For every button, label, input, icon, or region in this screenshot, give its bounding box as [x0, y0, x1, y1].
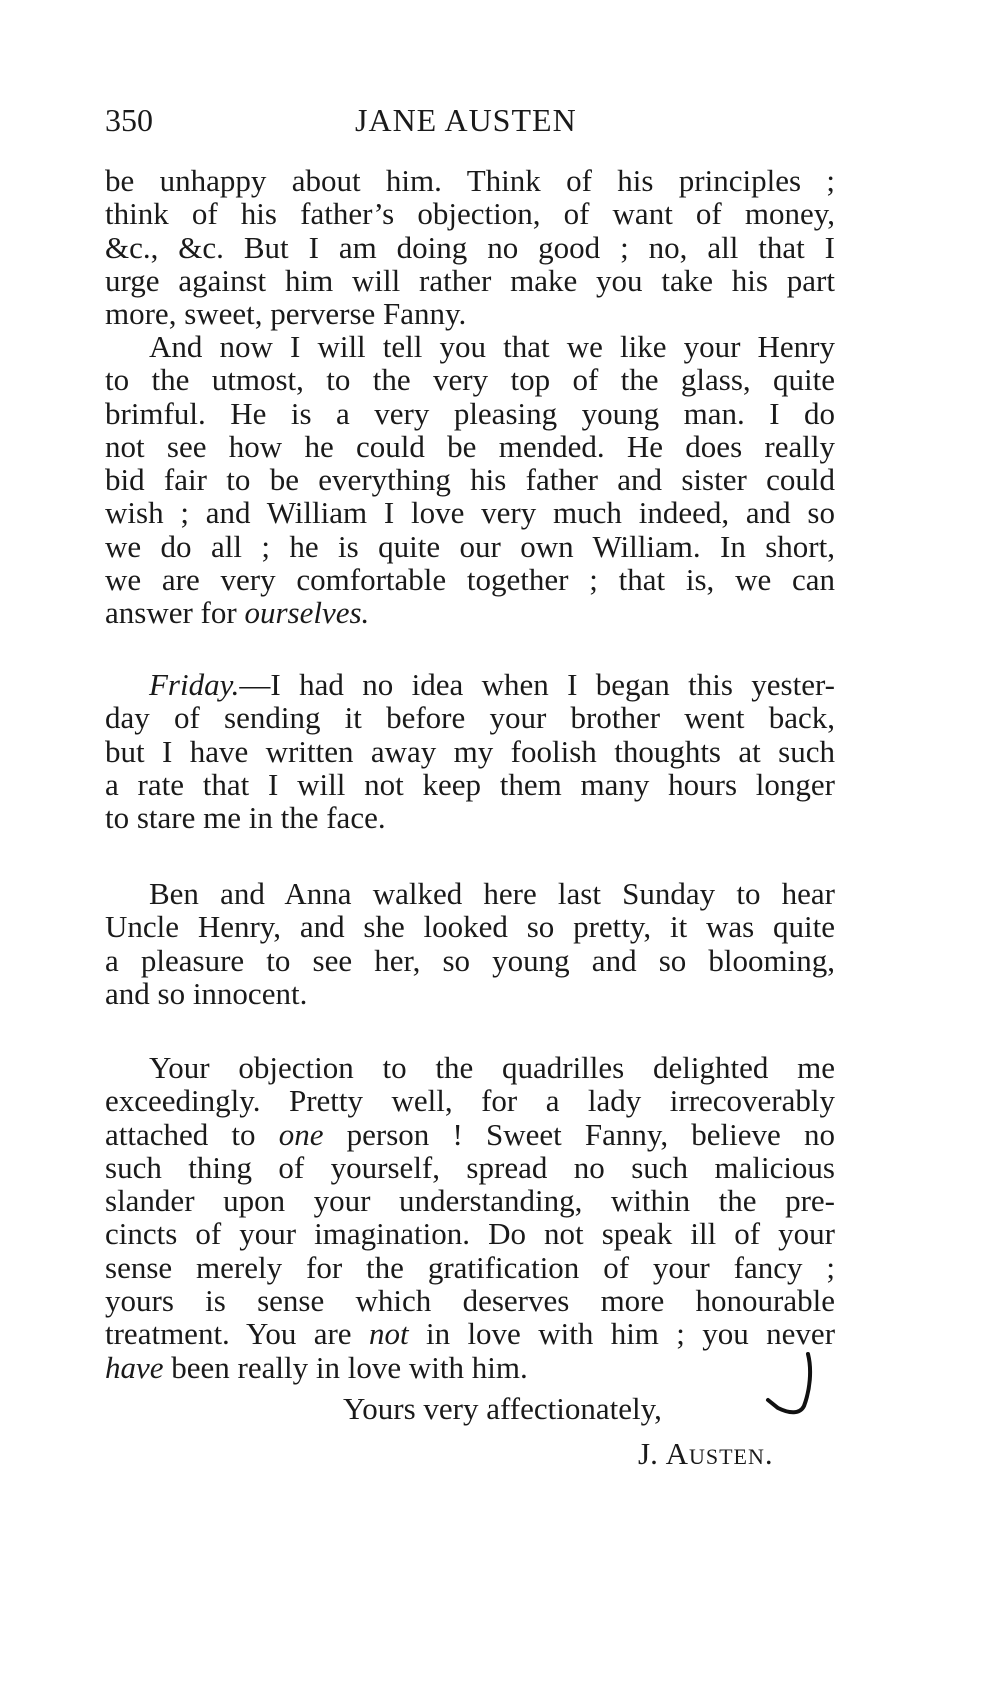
text-line: yours is sense which deserves more honourable: [105, 1283, 835, 1319]
paragraph-4: [105, 877, 835, 1010]
text-run: in love with him ; you never: [425, 1316, 836, 1352]
text-line: bid fair to be everything his father and sister could: [105, 462, 835, 498]
text-run: —I had no idea when I began this yester-: [239, 667, 835, 702]
text-line: Your objection to the quadrilles delighted me: [149, 1050, 835, 1085]
text-line: more, sweet, perverse Fanny.: [105, 296, 467, 332]
text-run: treatment. You are: [105, 1316, 352, 1352]
closing-salutation: Yours very affectionately,: [343, 1391, 662, 1426]
text-line: and so innocent.: [105, 975, 308, 1011]
page-number: 350: [105, 102, 153, 138]
paragraph-5: [105, 1051, 835, 1384]
italic-word: Friday.: [149, 667, 240, 702]
text-line: And now I will tell you that we like your Henry: [149, 329, 835, 364]
text-line: we are very comfortable together ; that is, we can: [105, 562, 835, 598]
text-line: cincts of your imagination. Do not speak ill of your: [105, 1216, 835, 1252]
text-run: been really in love with him.: [171, 1349, 528, 1385]
paragraph-2: [105, 330, 835, 630]
text-line: [105, 668, 835, 701]
signature-initial: J.: [638, 1436, 658, 1471]
text-line: [105, 596, 835, 629]
text-line: [105, 1351, 835, 1384]
italic-word: not: [368, 1316, 409, 1352]
text-line: [105, 1317, 835, 1350]
text-line: Ben and Anna walked here last Sunday to hear: [149, 876, 835, 911]
check-mark-icon: [760, 1350, 820, 1420]
signature-surname: Austen.: [665, 1436, 774, 1471]
text-line: &c., &c. But I am doing no good ; no, all that I: [105, 229, 835, 265]
text-line: such thing of yourself, spread no such malicious: [105, 1149, 835, 1185]
text-line: to the utmost, to the very top of the glass, quite: [105, 362, 835, 398]
book-title: JANE AUSTEN: [355, 102, 577, 138]
paragraph-1: [105, 164, 835, 330]
signature: [638, 1437, 774, 1470]
running-head: [105, 100, 835, 140]
text-run: attached to: [105, 1116, 256, 1152]
text-line: sense merely for the gratification of your fancy ;: [105, 1249, 835, 1285]
text-line: we do all ; he is quite our own William. In short,: [105, 528, 835, 564]
text-line: be unhappy about him. Think of his principles ;: [105, 163, 835, 198]
paragraph-3: [105, 668, 835, 834]
text-line: think of his father’s objection, of want of money,: [105, 196, 835, 232]
text-line: wish ; and William I love very much indeed, and so: [105, 495, 835, 531]
text-line: brimful. He is a very pleasing young man. I do: [105, 395, 835, 431]
text-line: [105, 1118, 835, 1151]
italic-word: one: [278, 1116, 324, 1152]
text-run: person ! Sweet Fanny, believe no: [346, 1116, 835, 1152]
text-line: urge against him will rather make you take his part: [105, 262, 835, 298]
text-line: Uncle Henry, and she looked so pretty, it was quite: [105, 909, 835, 945]
text-line: to stare me in the face.: [105, 800, 386, 836]
text-line: slander upon your understanding, within the pre-: [105, 1183, 835, 1219]
text-line: day of sending it before your brother went back,: [105, 700, 835, 736]
text-line: a pleasure to see her, so young and so blooming,: [105, 942, 835, 978]
text-line: exceedingly. Pretty well, for a lady irrecoverably: [105, 1083, 835, 1119]
text-line: not see how he could be mended. He does really: [105, 428, 835, 464]
text-line: a rate that I will not keep them many hours longer: [105, 766, 835, 802]
italic-word: ourselves.: [244, 595, 370, 631]
text-run: answer for: [105, 595, 237, 631]
italic-word: have: [105, 1349, 164, 1385]
text-line: but I have written away my foolish thoughts at such: [105, 733, 835, 769]
